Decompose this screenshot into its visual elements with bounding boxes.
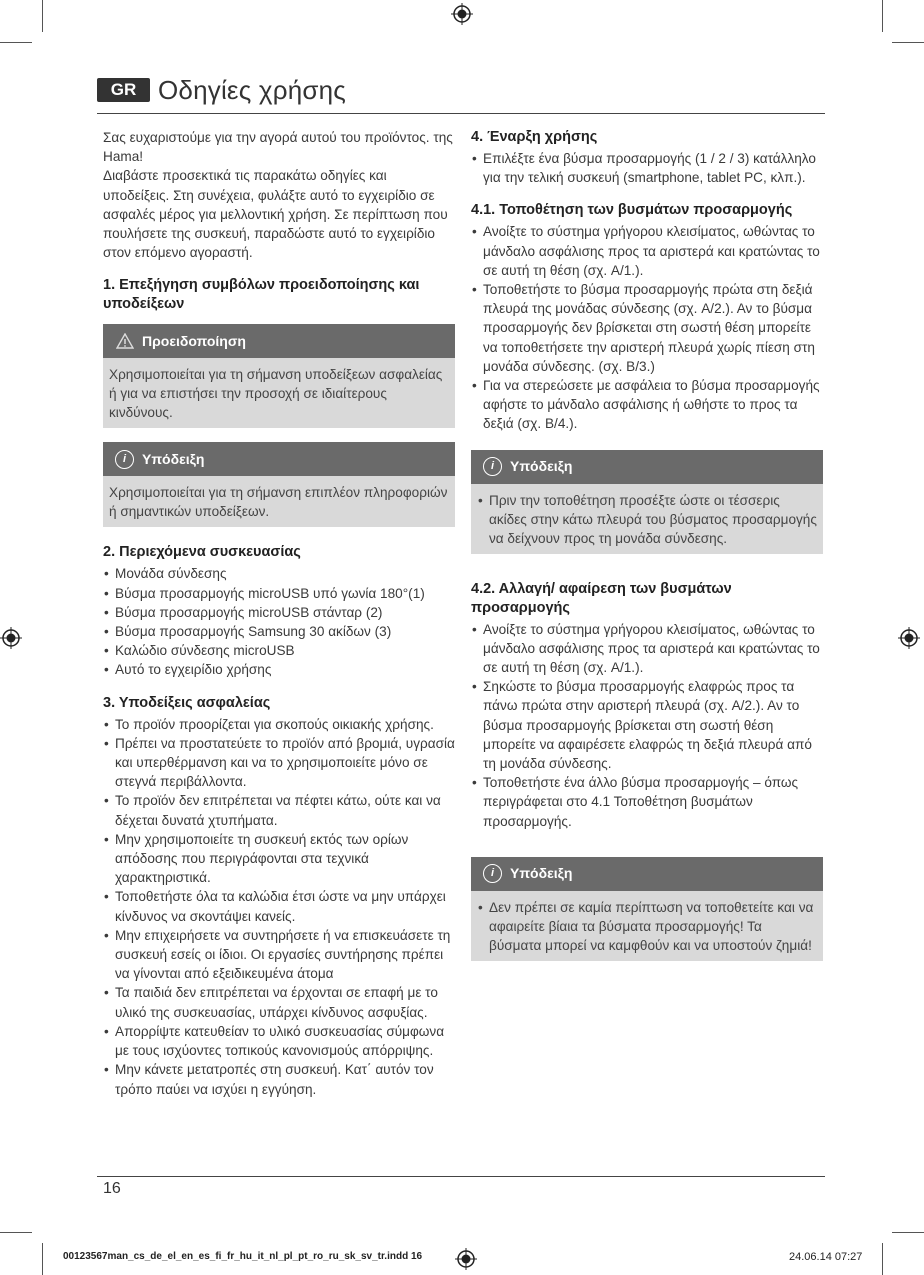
list-item: • Πριν την τοποθέτηση προσέξτε ώστε οι τέσσερις ακίδες στην κάτω πλευρά του βύσματος προσαρμογής να δείχνουν προς τη μονάδα σύνδεσης. [477,491,817,548]
bullet-list [103,715,455,1099]
note-box-body [471,891,823,961]
intro-paragraph: Σας ευχαριστούμε για την αγορά αυτού του προϊόντος. της Hama! [103,130,453,165]
crop-mark [892,1232,924,1233]
info-circle-icon: i [483,457,502,476]
crop-mark [0,1232,32,1233]
left-column [103,128,455,1099]
list-item: • Πρέπει να προστατεύετε το προϊόν από βρομιά, υγρασία και υπερθέρμανση και να το χρησιμοποιείτε μόνο σε στεγνά περιβάλλοντα. [103,734,455,792]
warning-box [103,324,455,428]
registration-mark-icon [898,627,920,649]
crop-mark [892,42,924,43]
bullet-list [471,620,823,831]
section-package-contents [103,543,455,679]
list-item: • Μονάδα σύνδεσης [103,564,455,583]
section-heading: 4. Έναρξη χρήσης [471,129,598,145]
section-symbols [103,276,455,527]
print-slug-filename: 00123567man_cs_de_el_en_es_fi_fr_hu_it_nl_pl_pt_ro_ru_sk_sv_tr.indd 16 [63,1251,423,1262]
warning-box-header [103,324,455,358]
note-box-title: Υπόδειξη [510,865,573,882]
list-item: • Ανοίξτε το σύστημα γρήγορου κλεισίματος, ωθώντας το μάνδαλο ασφάλισης προς τα αριστερά και κρατώντας το σε αυτή τη θέση (σχ. A/1.). [471,222,823,280]
list-item: • Μην επιχειρήσετε να συντηρήσετε ή να επισκευάσετε τη συσκευή εσείς οι ίδιοι. Οι εργασίες συντήρησης πρέπει να γίνονται από εξειδικευμένα άτομα [103,926,455,984]
list-item: • Βύσμα προσαρμογής microUSB στάνταρ (2) [103,603,455,622]
section-heading: 1. Επεξήγηση συμβόλων προειδοποίησης και υποδείξεων [103,277,420,313]
list-item: • Τοποθετήστε όλα τα καλώδια έτσι ώστε να μην υπάρχει κίνδυνος να σκοντάψει κανείς. [103,887,455,925]
registration-mark-icon [451,3,473,25]
section-heading: 2. Περιεχόμενα συσκευασίας [103,544,301,561]
list-item: • Δεν πρέπει σε καμία περίπτωση να τοποθετείτε και να αφαιρείτε βίαια τα βύσματα προσαρμογής! Τα βύσματα μπορεί να καμφθούν και να υποστούν ζημιά! [477,898,817,955]
list-item: • Αυτό το εγχειρίδιο χρήσης [103,660,455,679]
bullet-list [471,149,823,187]
bullet-list [477,491,817,548]
warning-box-text: Χρησιμοποιείται για τη σήμανση υποδείξεων ασφαλείας ή για να επιστήσει την προσοχή σε ιδιαίτερους κινδύνους. [103,358,455,428]
list-item: • Σηκώστε το βύσμα προσαρμογής ελαφρώς προς τα πάνω πρώτα στην αριστερή πλευρά (σχ. A/2.). Αν το βύσμα προσαρμογής βρίσκεται στη σωστή θέση μπορείτε να αφαιρέσετε ελαφρώς τη δεξιά πλευρά από τη μονάδα σύνδεσης. [471,677,823,773]
footer-divider [97,1176,825,1177]
note-box-header [471,450,823,484]
bullet-list [471,222,823,433]
crop-mark [0,42,32,43]
list-item: • Μην κάνετε μετατροπές στη συσκευή. Κατ΄ αυτόν τον τρόπο παύει να ισχύει η εγγύηση. [103,1060,455,1098]
intro-paragraph: Διαβάστε προσεκτικά τις παρακάτω οδηγίες και υποδείξεις. Στη συνέχεια, φυλάξτε αυτό το εγχειρίδιο σε ασφαλές μέρος για μελλοντική χρήση. Σε περίπτωση που πουλήσετε της συσκευή, παραδώστε αυτό το εγχειρίδιο στον επόμενο αγοραστή. [103,168,448,261]
warning-triangle-icon [115,332,134,351]
note-box-header [103,442,455,476]
list-item: • Τοποθετήστε ένα άλλο βύσμα προσαρμογής – όπως περιγράφεται στο 4.1 Τοποθέτηση βυσμάτων προσαρμογής. [471,773,823,831]
info-circle-icon: i [483,864,502,883]
section-getting-started [471,128,823,187]
list-item: • Επιλέξτε ένα βύσμα προσαρμογής (1 / 2 / 3) κατάλληλο για την τελική συσκευή (smartphone, tablet PC, κλπ.). [471,149,823,187]
print-slug-date: 24.06.14 07:27 [789,1251,863,1263]
list-item: • Το προϊόν δεν επιτρέπεται να πέφτει κάτω, ούτε και να δέχεται δυνατά χτυπήματα. [103,791,455,829]
page-title: Οδηγίες χρήσης [158,74,347,105]
note-box [471,450,823,554]
note-box [471,857,823,961]
note-box-title: Υπόδειξη [142,450,205,467]
header-divider [97,113,825,114]
right-column [471,128,823,961]
list-item: • Για να στερεώσετε με ασφάλεια το βύσμα προσαρμογής αφήστε το μάνδαλο ασφάλισης ή ωθήστε το προς τα δεξιά (σχ. B/4.). [471,376,823,434]
crop-mark [42,0,43,32]
page-header [97,75,346,105]
bullet-list [477,898,817,955]
list-item: • Απορρίψτε κατευθείαν το υλικό συσκευασίας σύμφωνα με τους ισχύοντες τοπικούς κανονισμούς απόρριψης. [103,1022,455,1060]
list-item: • Τα παιδιά δεν επιτρέπεται να έρχονται σε επαφή με το υλικό της συσκευασίας, υπάρχει κίνδυνος ασφυξίας. [103,983,455,1021]
warning-box-title: Προειδοποίηση [142,332,246,349]
section-safety [103,694,455,1099]
section-heading: 4.2. Αλλαγή/ αφαίρεση των βυσμάτων προσαρμογής [471,580,732,616]
registration-mark-icon [0,627,22,649]
list-item: • Καλώδιο σύνδεσης microUSB [103,641,455,660]
note-box-body [471,484,823,554]
page-number: 16 [103,1180,121,1197]
list-item: • Μην χρησιμοποιείτε τη συσκευή εκτός των ορίων απόδοσης που περιγράφονται στα τεχνικά χαρακτηριστικά. [103,830,455,888]
list-item: • Ανοίξτε το σύστημα γρήγορου κλεισίματος, ωθώντας το μάνδαλο ασφάλισης προς τα αριστερά και κρατώντας το σε αυτή τη θέση (σχ. A/1.). [471,620,823,678]
note-box-text: Χρησιμοποιείται για τη σήμανση επιπλέον πληροφοριών ή σημαντικών υποδείξεων. [103,476,455,527]
registration-mark-icon [455,1248,477,1270]
list-item: • Τοποθετήστε το βύσμα προσαρμογής πρώτα στη δεξιά πλευρά της μονάδας σύνδεσης (σχ. A/2.). Αν το βύσμα προσαρμογής δεν βρίσκεται στη σωστή θέση μπορείτε να τοποθετήσετε την αριστερή πλευρά χωρίς πίεση στη μονάδα σύνδεσης. (σχ. B/3.) [471,280,823,376]
section-heading: 3. Υποδείξεις ασφαλείας [103,694,271,711]
list-item: • Το προϊόν προορίζεται για σκοπούς οικιακής χρήσης. [103,715,455,734]
language-badge: GR [97,78,150,102]
section-change-adapters [471,580,823,961]
list-item: • Βύσμα προσαρμογής Samsung 30 ακίδων (3) [103,622,455,641]
note-box-title: Υπόδειξη [510,458,573,475]
section-insert-adapters [471,201,823,553]
crop-mark [42,1243,43,1275]
note-box [103,442,455,527]
crop-mark [882,1243,883,1275]
info-circle-icon: i [115,450,134,469]
bullet-list [103,564,455,679]
list-item: • Βύσμα προσαρμογής microUSB υπό γωνία 180°(1) [103,584,455,603]
note-box-header [471,857,823,891]
crop-mark [882,0,883,32]
section-heading: 4.1. Τοποθέτηση των βυσμάτων προσαρμογής [471,202,793,219]
